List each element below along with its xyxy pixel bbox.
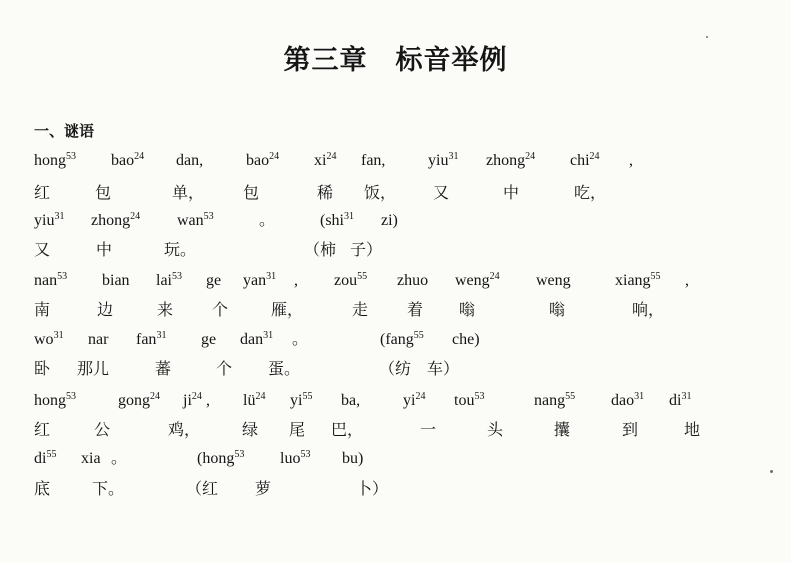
tone-number: 31 bbox=[344, 211, 354, 222]
token-text: 攮 bbox=[554, 420, 571, 439]
token-text: 来 bbox=[157, 300, 174, 319]
pinyin-syllable bbox=[111, 449, 127, 469]
token-text: ba, bbox=[341, 392, 361, 409]
pinyin-syllable bbox=[81, 449, 101, 469]
token-text: dan, bbox=[176, 152, 204, 169]
hanzi-word bbox=[97, 300, 113, 320]
pinyin-line bbox=[0, 151, 791, 177]
token-text: 中 bbox=[503, 183, 520, 202]
pinyin-syllable bbox=[452, 330, 480, 350]
hanzi-word bbox=[427, 359, 459, 379]
token-text: 。 bbox=[292, 331, 309, 348]
token-text: 卧 bbox=[34, 359, 51, 378]
token-text: dan bbox=[240, 331, 264, 348]
pinyin-syllable bbox=[206, 391, 210, 411]
pinyin-syllable bbox=[102, 271, 130, 291]
token-text: bao bbox=[111, 152, 135, 169]
token-text: 车） bbox=[427, 359, 460, 378]
token-text: 绿 bbox=[242, 420, 259, 439]
hanzi-word bbox=[34, 359, 50, 379]
token-text: 个 bbox=[216, 359, 233, 378]
pinyin-syllable bbox=[34, 271, 67, 291]
token-text: weng bbox=[455, 272, 490, 289]
token-text: 下。 bbox=[92, 479, 125, 498]
hanzi-word bbox=[34, 479, 50, 499]
token-text: chi bbox=[570, 152, 590, 169]
hanzi-word bbox=[186, 479, 218, 499]
token-text: 到 bbox=[622, 420, 639, 439]
token-text: 饭， bbox=[364, 183, 397, 202]
pinyin-syllable bbox=[290, 391, 312, 411]
pinyin-syllable bbox=[259, 211, 275, 231]
tone-number: 53 bbox=[66, 391, 76, 402]
tone-number: 55 bbox=[302, 391, 313, 402]
tone-number: 24 bbox=[489, 271, 500, 282]
hanzi-word bbox=[271, 300, 303, 320]
tone-number: 55 bbox=[357, 271, 368, 282]
token-text: xi bbox=[314, 152, 327, 169]
token-text: 又 bbox=[34, 240, 51, 259]
tone-number: 53 bbox=[234, 449, 245, 460]
token-text: zi) bbox=[381, 212, 398, 229]
token-text: ji bbox=[183, 392, 192, 409]
tone-number: 31 bbox=[266, 271, 277, 282]
token-text: lai bbox=[156, 272, 172, 289]
pinyin-syllable bbox=[534, 391, 575, 411]
hanzi-word bbox=[289, 420, 305, 440]
pinyin-syllable bbox=[334, 271, 367, 291]
token-text: 。 bbox=[259, 212, 276, 229]
hanzi-word bbox=[503, 183, 519, 203]
tone-number: 24 bbox=[191, 391, 202, 402]
pinyin-syllable bbox=[88, 330, 108, 350]
hanzi-word bbox=[96, 240, 112, 260]
token-text: 红 bbox=[34, 183, 51, 202]
token-text: fan, bbox=[361, 152, 386, 169]
pinyin-syllable bbox=[342, 449, 363, 469]
token-text: 萝 bbox=[255, 479, 272, 498]
hanzi-word bbox=[350, 240, 382, 260]
pinyin-syllable bbox=[320, 211, 354, 231]
token-text: 。 bbox=[111, 450, 128, 467]
token-text: zhong bbox=[486, 152, 526, 169]
token-text: 个 bbox=[212, 300, 229, 319]
pinyin-syllable bbox=[685, 271, 689, 291]
pinyin-syllable bbox=[243, 271, 276, 291]
pinyin-syllable bbox=[34, 449, 56, 469]
token-text: (shi bbox=[320, 212, 344, 229]
hanzi-word bbox=[268, 359, 300, 379]
tone-number: 55 bbox=[650, 271, 661, 282]
hanzi-word bbox=[632, 300, 664, 320]
hanzi-word bbox=[34, 300, 50, 320]
hanzi-word bbox=[331, 420, 363, 440]
token-text: 蕃 bbox=[155, 359, 172, 378]
tone-number: 53 bbox=[203, 211, 214, 222]
hanzi-word bbox=[34, 420, 50, 440]
token-text: nang bbox=[534, 392, 566, 409]
token-text: 那儿 bbox=[77, 359, 110, 378]
pinyin-syllable bbox=[201, 330, 216, 350]
section-heading: 一、谜语 bbox=[34, 122, 95, 140]
tone-number: 31 bbox=[156, 330, 167, 341]
pinyin-syllable bbox=[403, 391, 425, 411]
pinyin-syllable bbox=[34, 151, 76, 171]
tone-number: 53 bbox=[172, 271, 182, 282]
token-text: , bbox=[685, 272, 689, 289]
tone-number: 24 bbox=[269, 151, 280, 162]
token-text: 公 bbox=[94, 420, 111, 439]
hanzi-word bbox=[356, 479, 388, 499]
token-text: 响， bbox=[632, 300, 665, 319]
token-text: 地 bbox=[684, 420, 701, 439]
tone-number: 24 bbox=[130, 211, 141, 222]
token-text: 中 bbox=[96, 240, 113, 259]
token-text: 鸡， bbox=[168, 420, 201, 439]
pinyin-syllable bbox=[177, 211, 214, 231]
pinyin-syllable bbox=[206, 271, 221, 291]
hanzi-word bbox=[34, 240, 50, 260]
token-text: hong bbox=[34, 392, 66, 409]
hanzi-word bbox=[574, 183, 606, 203]
tone-number: 31 bbox=[448, 151, 459, 162]
pinyin-syllable bbox=[156, 271, 182, 291]
pinyin-syllable bbox=[118, 391, 160, 411]
hanzi-word bbox=[92, 479, 124, 499]
token-text: yi bbox=[290, 392, 303, 409]
token-text: hong bbox=[34, 152, 66, 169]
pinyin-syllable bbox=[380, 330, 424, 350]
pinyin-syllable bbox=[486, 151, 535, 171]
pinyin-syllable bbox=[314, 151, 336, 171]
token-text: gong bbox=[118, 392, 150, 409]
hanzi-line bbox=[0, 420, 791, 446]
hanzi-word bbox=[94, 420, 110, 440]
pinyin-syllable bbox=[240, 330, 273, 350]
hanzi-word bbox=[364, 183, 396, 203]
token-text: 着 bbox=[407, 300, 424, 319]
token-text: (hong bbox=[197, 450, 235, 467]
pinyin-syllable bbox=[615, 271, 661, 291]
token-text: , bbox=[294, 272, 298, 289]
token-text: 一 bbox=[420, 420, 437, 439]
token-text: yi bbox=[403, 392, 416, 409]
tone-number: 31 bbox=[681, 391, 692, 402]
token-text: ge bbox=[201, 331, 217, 348]
pinyin-syllable bbox=[34, 330, 64, 350]
token-text: luo bbox=[280, 450, 301, 467]
tone-number: 24 bbox=[415, 391, 426, 402]
token-text: fan bbox=[136, 331, 157, 348]
token-text: 稀 bbox=[317, 183, 334, 202]
tone-number: 24 bbox=[525, 151, 536, 162]
hanzi-line bbox=[0, 359, 791, 385]
token-text: xia bbox=[81, 450, 101, 467]
hanzi-word bbox=[255, 479, 271, 499]
token-text: (fang bbox=[380, 331, 414, 348]
token-text: che) bbox=[452, 331, 480, 348]
pinyin-syllable bbox=[280, 449, 310, 469]
token-text: 包 bbox=[95, 183, 112, 202]
pinyin-syllable bbox=[246, 151, 279, 171]
hanzi-word bbox=[172, 183, 204, 203]
hanzi-word bbox=[379, 359, 411, 379]
token-text: 头 bbox=[487, 420, 504, 439]
token-text: （柿 bbox=[304, 240, 337, 259]
tone-number: 53 bbox=[474, 391, 485, 402]
token-text: wan bbox=[177, 212, 204, 229]
tone-number: 24 bbox=[150, 391, 160, 402]
hanzi-word bbox=[352, 300, 368, 320]
pinyin-syllable bbox=[183, 391, 202, 411]
hanzi-word bbox=[622, 420, 638, 440]
tone-number: 55 bbox=[413, 330, 424, 341]
token-text: zhuo bbox=[397, 272, 429, 289]
tone-number: 31 bbox=[263, 330, 274, 341]
hanzi-word bbox=[242, 420, 258, 440]
hanzi-word bbox=[212, 300, 228, 320]
pinyin-syllable bbox=[111, 151, 144, 171]
scan-speck bbox=[706, 36, 708, 38]
tone-number: 24 bbox=[255, 391, 266, 402]
pinyin-syllable bbox=[34, 391, 76, 411]
token-text: di bbox=[669, 392, 682, 409]
token-text: 尾 bbox=[289, 420, 306, 439]
pinyin-line bbox=[0, 211, 791, 237]
token-text: yiu bbox=[428, 152, 449, 169]
token-text: 边 bbox=[97, 300, 114, 319]
token-text: bian bbox=[102, 272, 130, 289]
pinyin-syllable bbox=[136, 330, 166, 350]
token-text: 吃， bbox=[574, 183, 607, 202]
token-text: 嗡 bbox=[549, 300, 566, 319]
pinyin-syllable bbox=[455, 271, 500, 291]
token-text: 嗡 bbox=[459, 300, 476, 319]
token-text: 玩。 bbox=[164, 240, 197, 259]
tone-number: 24 bbox=[326, 151, 337, 162]
token-text: , bbox=[206, 392, 210, 409]
hanzi-word bbox=[216, 359, 232, 379]
hanzi-word bbox=[155, 359, 171, 379]
hanzi-word bbox=[164, 240, 196, 260]
hanzi-line bbox=[0, 479, 791, 505]
tone-number: 53 bbox=[66, 151, 76, 162]
pinyin-syllable bbox=[361, 151, 385, 171]
tone-number: 55 bbox=[46, 449, 57, 460]
token-text: 南 bbox=[34, 300, 51, 319]
tone-number: 31 bbox=[54, 211, 65, 222]
token-text: 包 bbox=[243, 183, 260, 202]
pinyin-syllable bbox=[91, 211, 140, 231]
token-text: 卜） bbox=[356, 479, 389, 498]
hanzi-word bbox=[317, 183, 333, 203]
pinyin-syllable bbox=[536, 271, 571, 291]
hanzi-word bbox=[433, 183, 449, 203]
pinyin-syllable bbox=[381, 211, 398, 231]
token-text: （纺 bbox=[379, 359, 412, 378]
token-text: zhong bbox=[91, 212, 131, 229]
hanzi-line bbox=[0, 240, 791, 266]
chapter-title: 第三章 标音举例 bbox=[283, 45, 508, 76]
token-text: nan bbox=[34, 272, 58, 289]
hanzi-line bbox=[0, 300, 791, 326]
token-text: dao bbox=[611, 392, 635, 409]
pinyin-syllable bbox=[292, 330, 308, 350]
hanzi-word bbox=[157, 300, 173, 320]
pinyin-syllable bbox=[454, 391, 484, 411]
pinyin-line bbox=[0, 271, 791, 297]
token-text: bao bbox=[246, 152, 270, 169]
token-text: 单， bbox=[172, 183, 205, 202]
hanzi-word bbox=[420, 420, 436, 440]
pinyin-line bbox=[0, 449, 791, 475]
token-text: wo bbox=[34, 331, 54, 348]
token-text: 红 bbox=[34, 420, 51, 439]
pinyin-syllable bbox=[197, 449, 244, 469]
token-text: lü bbox=[243, 392, 256, 409]
tone-number: 31 bbox=[634, 391, 645, 402]
token-text: bu) bbox=[342, 450, 364, 467]
pinyin-syllable bbox=[341, 391, 360, 411]
token-text: weng bbox=[536, 272, 571, 289]
hanzi-word bbox=[487, 420, 503, 440]
pinyin-syllable bbox=[611, 391, 644, 411]
scan-speck bbox=[770, 470, 773, 473]
hanzi-word bbox=[407, 300, 423, 320]
hanzi-line bbox=[0, 183, 791, 209]
pinyin-syllable bbox=[570, 151, 600, 171]
pinyin-syllable bbox=[669, 391, 691, 411]
token-text: ge bbox=[206, 272, 222, 289]
token-text: 又 bbox=[433, 183, 450, 202]
pinyin-line bbox=[0, 391, 791, 417]
pinyin-syllable bbox=[34, 211, 64, 231]
pinyin-syllable bbox=[176, 151, 203, 171]
tone-number: 53 bbox=[300, 449, 311, 460]
tone-number: 24 bbox=[589, 151, 600, 162]
pinyin-syllable bbox=[397, 271, 428, 291]
hanzi-word bbox=[684, 420, 700, 440]
token-text: 子） bbox=[350, 240, 383, 259]
hanzi-word bbox=[549, 300, 565, 320]
token-text: 巴， bbox=[331, 420, 364, 439]
pinyin-line bbox=[0, 330, 791, 356]
pinyin-syllable bbox=[629, 151, 633, 171]
pinyin-syllable bbox=[243, 391, 265, 411]
hanzi-word bbox=[304, 240, 336, 260]
hanzi-word bbox=[77, 359, 109, 379]
pinyin-syllable bbox=[294, 271, 298, 291]
token-text: 底 bbox=[34, 479, 51, 498]
token-text: zou bbox=[334, 272, 358, 289]
hanzi-word bbox=[459, 300, 475, 320]
hanzi-word bbox=[168, 420, 200, 440]
tone-number: 53 bbox=[57, 271, 68, 282]
token-text: xiang bbox=[615, 272, 651, 289]
tone-number: 31 bbox=[53, 330, 64, 341]
tone-number: 55 bbox=[565, 391, 576, 402]
token-text: yiu bbox=[34, 212, 55, 229]
pinyin-syllable bbox=[428, 151, 458, 171]
token-text: nar bbox=[88, 331, 109, 348]
token-text: , bbox=[629, 152, 633, 169]
tone-number: 24 bbox=[134, 151, 145, 162]
token-text: （红 bbox=[186, 479, 219, 498]
hanzi-word bbox=[34, 183, 50, 203]
hanzi-word bbox=[554, 420, 570, 440]
token-text: di bbox=[34, 450, 47, 467]
token-text: 走 bbox=[352, 300, 369, 319]
hanzi-word bbox=[243, 183, 259, 203]
token-text: tou bbox=[454, 392, 475, 409]
token-text: yan bbox=[243, 272, 267, 289]
token-text: 雁， bbox=[271, 300, 304, 319]
token-text: 蛋。 bbox=[268, 359, 301, 378]
hanzi-word bbox=[95, 183, 111, 203]
